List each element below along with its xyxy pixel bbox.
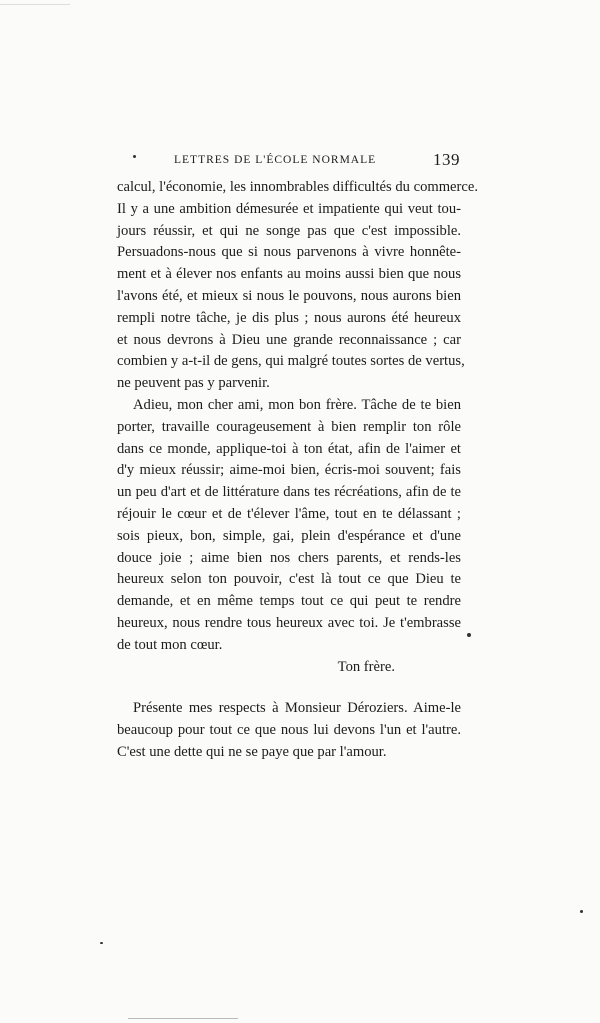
text-line: de tout mon cœur. <box>117 636 223 653</box>
text-line: sois pieux, bon, simple, gai, plein d'espérance et d'une <box>117 527 461 544</box>
scan-speck <box>133 155 136 158</box>
text-line: un peu d'art et de littérature dans tes récréations, afin de te <box>117 484 461 501</box>
scan-edge-line <box>128 1018 238 1019</box>
text-line: rempli notre tâche, je dis plus ; nous aurons été heureux <box>117 309 461 326</box>
text-line: heureux selon ton pouvoir, c'est là tout ce que Dieu te <box>117 571 461 588</box>
text-line: Présente mes respects à Monsieur Déroziers. Aime-le <box>133 700 461 717</box>
page-number: 139 <box>433 150 460 169</box>
running-head-title: LETTRES DE L'ÉCOLE NORMALE <box>174 154 377 166</box>
text-line: réjouir le cœur et de t'élever l'âme, tout en te délassant ; <box>117 505 461 522</box>
scan-speck <box>467 633 471 637</box>
text-line: jours réussir, et qui ne songe pas que c'est impossible. <box>117 222 461 239</box>
text-line: combien y a-t-il de gens, qui malgré toutes sortes de vertus, <box>117 353 465 370</box>
letter-text <box>117 177 479 764</box>
text-line: C'est une dette qui ne se paye que par l'amour. <box>117 743 387 760</box>
paragraph-continuation <box>117 177 479 395</box>
scan-speck <box>100 942 103 944</box>
text-line: et nous devrons à Dieu une grande reconnaissance ; car <box>117 331 461 348</box>
text-line: heureux, nous rendre tous heureux avec toi. Je t'embrasse <box>117 614 461 631</box>
text-line: ne peuvent pas y parvenir. <box>117 375 270 392</box>
text-line: ment et à élever nos enfants au moins aussi bien que nous <box>117 266 461 283</box>
text-line: Il y a une ambition démesurée et impatiente qui veut tou- <box>117 200 461 217</box>
text-line: douce joie ; aime bien nos chers parents, et rends-les <box>117 549 461 566</box>
paragraph-gap <box>117 678 461 698</box>
text-line: d'y mieux réussir; aime-moi bien, écris-moi souvent; fais <box>117 462 461 479</box>
text-line: demande, et en même temps tout ce qui peut te rendre <box>117 593 461 610</box>
text-line: calcul, l'économie, les innombrables difficultés du commerce. <box>117 179 479 195</box>
scan-speck <box>580 910 583 913</box>
text-line: Persuadons-nous que si nous parvenons à vivre honnête- <box>117 244 461 261</box>
text-line: Adieu, mon cher ami, mon bon frère. Tâche de te bien <box>133 396 461 413</box>
text-line: beaucoup pour tout ce que nous lui devons l'un et l'autre. <box>117 722 461 739</box>
paragraph-farewell <box>117 395 461 657</box>
text-line: dans ce monde, applique-toi à ton état, afin de l'aimer et <box>117 440 461 457</box>
text-line: l'avons été, et mieux si nous le pouvons, nous aurons bien <box>117 287 461 304</box>
postscript <box>117 698 461 763</box>
signature: Ton frère. <box>337 658 395 675</box>
scan-edge-line <box>0 4 70 5</box>
text-line: porter, travaille courageusement à bien remplir ton rôle <box>117 418 461 435</box>
